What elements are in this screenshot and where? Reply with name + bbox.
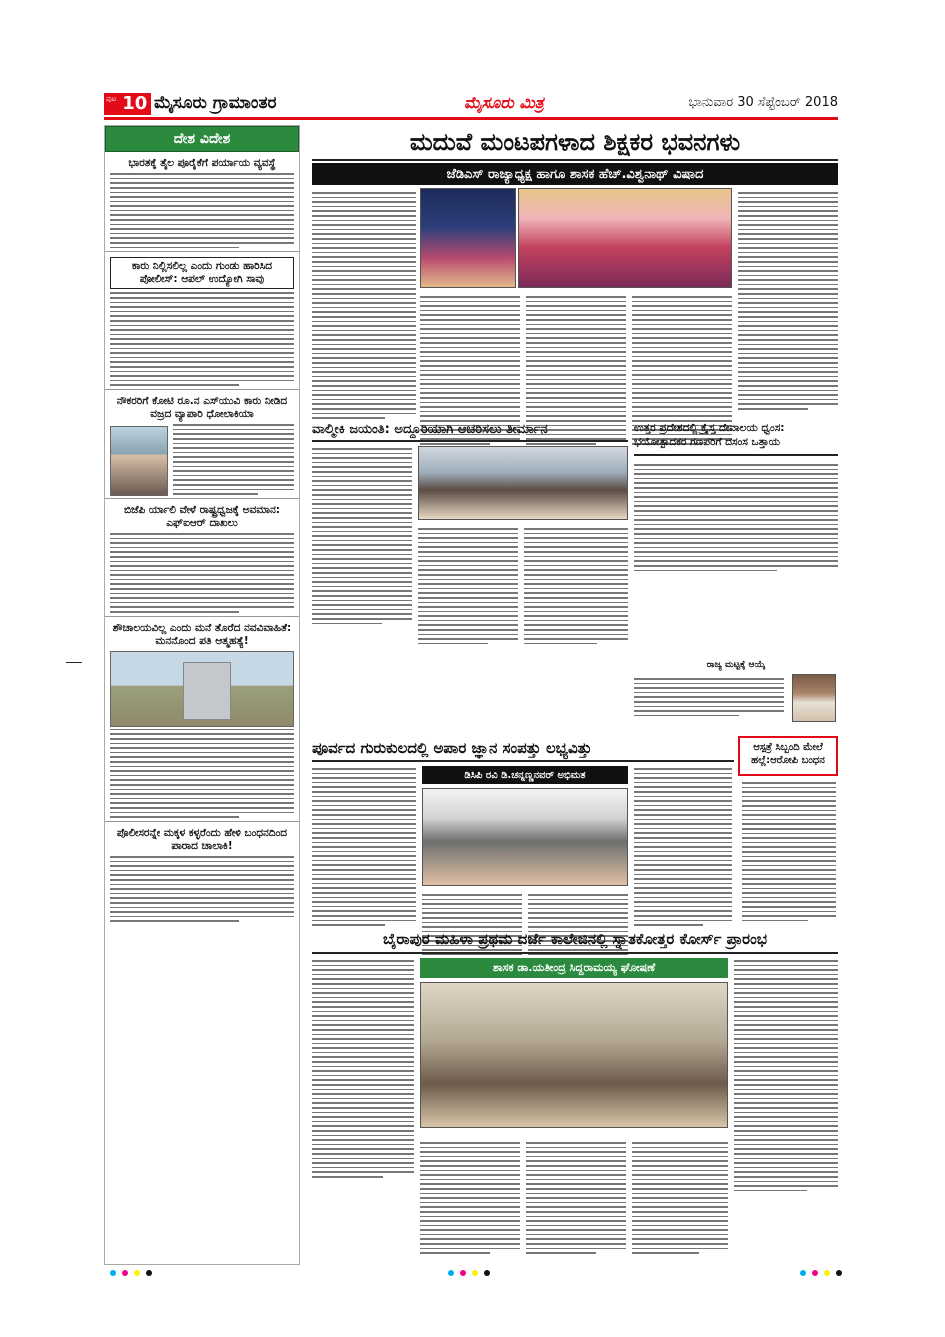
aike-portrait [792, 674, 836, 722]
lead-column-5 [738, 190, 838, 410]
bhairapura-column-5 [734, 958, 838, 1191]
portrait-photo [110, 426, 168, 496]
up-headline-text: ಉತ್ತರ ಪ್ರದೇಶದಲ್ಲಿ ಕ್ರೈಸ್ತ ದೇವಾಲಯ ಧ್ವಂಸ: ಭಯೋತ್ಪಾದಕರ ಗಣಪರಿಗೆ ದಸಂಸ ಒತ್ತಾಯ [634, 422, 785, 448]
article-body [110, 292, 294, 385]
article-body [110, 533, 294, 613]
color-registration-marks [110, 1270, 152, 1276]
valmiki-headline [312, 418, 628, 442]
sidebar-story-title: ಭಾರತಕ್ಕೆ ತೈಲ ಪೂರೈಕೆಗೆ ಪರ್ಯಾಯ ವ್ಯವಸ್ಥೆ [128, 157, 276, 169]
bandhana-headline-text: ಆಸ್ಪತ್ರೆ ಸಿಬ್ಬಂದಿ ಮೇಲೆ ಹಲ್ಲೆ:ಆರೋಪಿ ಬಂಧನ [751, 742, 825, 766]
article-body [110, 173, 294, 248]
aike-headline: ರಾಜ್ಯ ಮಟ್ಟಕ್ಕೆ ಆಯ್ಕೆ [706, 660, 766, 670]
section-title: ಮೈಸೂರು ಗ್ರಾಮಾಂತರ [154, 93, 277, 113]
up-article-body [634, 462, 838, 571]
gurukula-headline [312, 736, 734, 762]
bandhana-article-body [742, 780, 836, 921]
sidebar-story-title: ಬಿಜೆಪಿ ರ್ಯಾಲಿ ವೇಳೆ ರಾಷ್ಟ್ರಧ್ವಜಕ್ಕೆ ಅವಮಾನ: ಎಫ್‌ಐಆರ್ ದಾಖಲು [124, 503, 280, 529]
bhairapura-deck-bar [420, 958, 728, 978]
sidebar-story-title: ನೌಕರರಿಗೆ ಕೋಟಿ ರೂ.ನ ಎಸ್‌ಯುವಿ ಕಾರು ನೀಡಿದ ವಜ್ರದ ವ್ಯಾಪಾರಿ ಧೋಲಾಕಿಯಾ [116, 394, 288, 421]
bhairapura-column-2 [420, 1140, 520, 1254]
gurukula-column-4 [634, 766, 732, 926]
sidebar-story-police [105, 822, 299, 925]
lead-headline [312, 125, 838, 161]
gurukula-deck-bar [422, 766, 628, 784]
bhairapura-photo [420, 982, 728, 1128]
lead-deck-text: ಜೆಡಿಎಸ್ ರಾಜ್ಯಾಧ್ಯಕ್ಷ ಹಾಗೂ ಶಾಸಕ ಹೆಚ್.ವಿಶ್ವನಾಥ್ ವಿಷಾದ [446, 166, 704, 182]
bhairapura-column-4 [632, 1140, 728, 1254]
up-headline [634, 418, 838, 456]
sidebar-heading [105, 126, 299, 152]
bhairapura-column-1 [312, 958, 414, 1178]
bandhana-headline [738, 736, 838, 776]
sidebar-heading-text: ದೇಶ ವಿದೇಶ [173, 131, 231, 147]
bhairapura-headline-text: ಬೈರಾಪುರ ಮಹಿಳಾ ಪ್ರಥಮ ದರ್ಜೆ ಕಾಲೇಜಿನಲ್ಲಿ ಸ್ನಾತಕೋತ್ತರ ಕೋರ್ಸ್ ಪ್ರಾರಂಭ [383, 930, 767, 948]
sidebar-story-title: ಪೊಲೀಸರನ್ನೇ ಮಕ್ಕಳ ಕಳ್ಳರೆಂದು ಹೇಳಿ ಬಂಧನದಿಂದ ಪಾರಾದ ಚಾಲಾಕಿ! [116, 826, 288, 852]
sidebar-story-flag [105, 499, 299, 617]
page-masthead [104, 90, 838, 120]
gurukula-headline-text: ಪೂರ್ವದ ಗುರುಕುಲದಲ್ಲಿ ಅಪಾರ ಜ್ಞಾನ ಸಂಪತ್ತು ಲಭ್ಯವಿತ್ತು [312, 739, 592, 757]
color-registration-marks [448, 1270, 490, 1276]
page-number: 10 [118, 93, 151, 115]
valmiki-column-1 [312, 446, 412, 624]
lead-column-1 [312, 190, 416, 419]
sidebar-story-title: ಕಾರು ನಿಲ್ಲಿಸಲಿಲ್ಲ ಎಂದು ಗುಂಡು ಹಾರಿಸಿದ ಪೋಲೀಸ್: ಆಪಲ್ ಉದ್ಯೋಗಿ ಸಾವು [110, 257, 294, 289]
valmiki-column-3 [524, 526, 628, 644]
page-label: ಪುಟ [104, 93, 118, 115]
sidebar-story-apple [105, 252, 299, 390]
valmiki-headline-text: ವಾಲ್ಮೀಕಿ ಜಯಂತಿ: ಅದ್ದೂರಿಯಾಗಿ ಆಚರಿಸಲು ತೀರ್ಮಾನ [312, 421, 548, 437]
lead-deck-bar [312, 163, 838, 185]
valmiki-column-2 [418, 526, 518, 644]
aike-article-body [634, 676, 784, 716]
lead-headline-text: ಮದುವೆ ಮಂಟಪಗಳಾದ ಶಿಕ್ಷಕರ ಭವನಗಳು [409, 128, 741, 156]
article-body [173, 424, 294, 495]
sidebar-story-title: ಶೌಚಾಲಯವಿಲ್ಲ ಎಂದು ಮನೆ ತೊರೆದ ನವವಿವಾಹಿತೆ: ಮನನೊಂದ ಪತಿ ಆತ್ಮಹತ್ಯೆ! [112, 621, 292, 647]
gurukula-photo [422, 788, 628, 886]
article-body [110, 856, 294, 922]
article-body [110, 729, 294, 818]
lead-photo-audience [518, 188, 732, 288]
sidebar-story-suv [105, 390, 299, 499]
page-number-badge [104, 93, 151, 115]
newspaper-brand: ಮೈಸೂರು ಮಿತ್ರ [464, 93, 544, 112]
bhairapura-column-3 [526, 1140, 626, 1254]
toilet-photo [110, 651, 294, 727]
color-registration-marks [800, 1270, 842, 1276]
valmiki-photo [418, 446, 628, 520]
gurukula-column-1 [312, 766, 416, 926]
sidebar-story-toilet [105, 617, 299, 822]
bhairapura-deck-text: ಶಾಸಕ ಡಾ.ಯತೀಂದ್ರ ಸಿದ್ದರಾಮಯ್ಯ ಘೋಷಣೆ [492, 961, 656, 974]
crop-mark [66, 662, 82, 663]
bhairapura-headline [312, 926, 838, 954]
lead-photo-speaker [420, 188, 516, 288]
gurukula-deck-text: ಡಿಸಿಪಿ ರವಿ ಡಿ.ಚನ್ನಣ್ಣನವರ್ ಅಭಿಮತ [464, 769, 586, 781]
issue-date: ಭಾನುವಾರ 30 ಸೆಪ್ಟೆಂಬರ್ 2018 [688, 95, 838, 110]
sidebar-story-oil [105, 152, 299, 252]
sidebar-world-news [104, 125, 300, 1265]
